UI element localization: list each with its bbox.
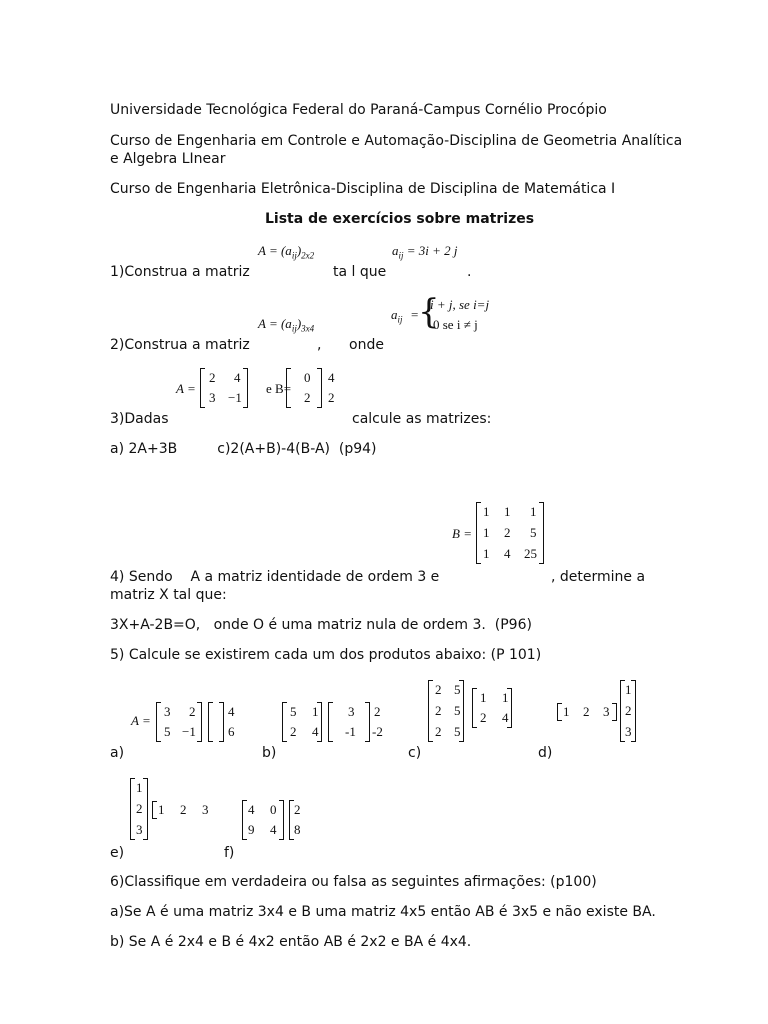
matrix-cell: 2: [504, 525, 511, 540]
matrix-cell: 3: [136, 822, 143, 837]
matrix-cell: 3: [625, 724, 632, 739]
matrix-cell: 1: [158, 802, 165, 817]
matrix-cell: 4: [228, 704, 235, 719]
matrix-cell: 1: [530, 504, 537, 519]
q1-text-c: .: [467, 264, 472, 280]
q2-case-1: i + j, se i=j: [430, 297, 490, 312]
course-line-2: Curso de Engenharia Eletrônica-Disciplina de Disciplina de Matemática I: [110, 181, 616, 197]
matrix-cell: 4: [312, 724, 319, 739]
q5c-matrix-1: [428, 680, 464, 742]
matrix-cell: 9: [248, 822, 255, 837]
matrix-cell: 4: [234, 370, 241, 385]
matrix-cell: 2: [435, 724, 442, 739]
q5f-matrix-2: [289, 800, 301, 840]
matrix-cell: 4: [502, 710, 509, 725]
matrix-cell: 4: [270, 822, 277, 837]
matrix-cell: 1: [136, 780, 143, 795]
q5d-label: d): [538, 745, 553, 761]
q5e-matrix-2: [152, 801, 212, 819]
matrix-cell: 1: [563, 704, 570, 719]
matrix-cell: 1: [502, 690, 509, 705]
matrix-cell: 2: [328, 390, 335, 405]
matrix-cell: 5: [454, 682, 461, 697]
matrix-cell: 1: [504, 504, 511, 519]
q5b-matrix-1: [282, 702, 322, 742]
matrix-cell: 2: [435, 703, 442, 718]
matrix-cell: 1: [312, 704, 319, 719]
matrix-cell: 2: [209, 370, 216, 385]
q3-text-b: calcule as matrizes:: [352, 411, 492, 427]
matrix-cell: 1: [483, 504, 490, 519]
matrix-cell: -2: [372, 724, 383, 739]
matrix-cell: 2: [290, 724, 297, 739]
matrix-cell: 6: [228, 724, 235, 739]
q6-item-a: a)Se A é uma matriz 3x4 e B uma matriz 4x5 então AB é 3x5 e não existe BA.: [110, 904, 656, 920]
matrix-cell: 4: [328, 370, 335, 385]
q5f-label: f): [224, 845, 235, 861]
q5b-matrix-2: [328, 702, 383, 742]
page-title: Lista de exercícios sobre matrizes: [265, 211, 535, 227]
q2-text-c: onde: [349, 337, 384, 353]
q5a-label: a): [110, 745, 125, 761]
matrix-cell: 3: [202, 802, 209, 817]
q4-B-label: B =: [452, 526, 472, 541]
q4-matrix-B: [476, 502, 544, 564]
q5a-A-label: A =: [131, 713, 151, 728]
matrix-cell: 3: [164, 704, 171, 719]
matrix-cell: 2: [435, 682, 442, 697]
q2-case-2: 0 se i ≠ j: [433, 317, 478, 332]
matrix-cell: 4: [504, 546, 511, 561]
matrix-cell: 5: [164, 724, 171, 739]
matrix-cell: 2: [189, 704, 196, 719]
matrix-cell: 2: [480, 710, 487, 725]
q2-text-a: 2)Construa a matriz: [110, 337, 250, 353]
matrix-cell: 1: [483, 546, 490, 561]
q2-text-b: ,: [317, 337, 322, 353]
q4-text-a: 4) Sendo A a matriz identidade de ordem 3 e: [110, 569, 440, 585]
matrix-cell: 1: [625, 682, 632, 697]
matrix-cell: 4: [248, 802, 255, 817]
q2-formula-a: $a_{ij}$: [391, 307, 403, 325]
matrix-cell: 3: [603, 704, 610, 719]
matrix-cell: -1: [345, 724, 356, 739]
q1-formula-rule: $a_{ij} = 3i + 2$ j: [392, 243, 458, 261]
q4-text-c: matriz X tal que:: [110, 587, 227, 603]
q3-matrix-A: [200, 368, 248, 408]
q2-formula-A: $A = (a_{ij})_{3x4}$: [258, 316, 315, 334]
matrix-cell: 3: [348, 704, 355, 719]
matrix-cell: 5: [530, 525, 537, 540]
q5-text: 5) Calcule se existirem cada um dos produtos abaixo: (P 101): [110, 647, 542, 663]
q5a-matrix-1: [156, 702, 202, 742]
matrix-cell: 5: [454, 703, 461, 718]
q5c-matrix-2: [472, 688, 512, 728]
matrix-cell: 2: [304, 390, 311, 405]
q3-matrix-B: [286, 368, 335, 408]
matrix-cell: 2: [625, 703, 632, 718]
q5d-matrix-1: [557, 703, 617, 721]
q3-items: a) 2A+3B c)2(A+B)-4(B-A) (p94): [110, 441, 377, 457]
q5f-matrix-1: [242, 800, 284, 840]
q4-text-b: , determine a: [551, 569, 646, 585]
course-line-1-cont: e Algebra LInear: [110, 151, 226, 167]
matrix-cell: 1: [480, 690, 487, 705]
q5b-label: b): [262, 745, 277, 761]
matrix-cell: 5: [290, 704, 297, 719]
matrix-cell: 5: [454, 724, 461, 739]
matrix-cell: −1: [182, 724, 196, 739]
matrix-cell: 2: [374, 704, 381, 719]
q5e-label: e): [110, 845, 125, 861]
matrix-cell: 2: [583, 704, 590, 719]
q5d-matrix-2: [620, 680, 636, 742]
q5c-label: c): [408, 745, 422, 761]
q3-B-label: e B=: [266, 381, 292, 396]
matrix-cell: 3: [209, 390, 216, 405]
matrix-cell: 8: [294, 822, 301, 837]
q5a-matrix-2: [208, 702, 235, 742]
matrix-cell: 0: [304, 370, 311, 385]
q6-item-b: b) Se A é 2x4 e B é 4x2 então AB é 2x2 e BA é 4x4.: [110, 934, 472, 950]
matrix-cell: 2: [180, 802, 187, 817]
matrix-cell: 2: [136, 801, 143, 816]
q1-text-b: ta l que: [333, 264, 387, 280]
matrix-cell: −1: [228, 390, 242, 405]
q3-text-a: 3)Dadas: [110, 411, 169, 427]
q2-brace: {: [418, 292, 440, 332]
matrix-cell: 0: [270, 802, 277, 817]
matrix-cell: 25: [524, 546, 537, 561]
q6-text: 6)Classifique em verdadeira ou falsa as seguintes afirmações: (p100): [110, 874, 597, 890]
q1-formula-A: $A = (a_{ij})_{2x2}$: [258, 243, 315, 261]
q4-equation: 3X+A-2B=O, onde O é uma matriz nula de ordem 3. (P96): [110, 617, 532, 633]
q2-equals: =: [411, 307, 419, 322]
matrix-cell: 2: [294, 802, 301, 817]
university-line: Universidade Tecnológica Federal do Paraná-Campus Cornélio Procópio: [110, 102, 607, 118]
q3-A-label: A =: [176, 381, 196, 396]
q5e-matrix-1: [130, 778, 148, 840]
course-line-1: Curso de Engenharia em Controle e Automação-Disciplina de Geometria Analítica: [110, 133, 683, 149]
q1-text-a: 1)Construa a matriz: [110, 264, 250, 280]
matrix-cell: 1: [483, 525, 490, 540]
